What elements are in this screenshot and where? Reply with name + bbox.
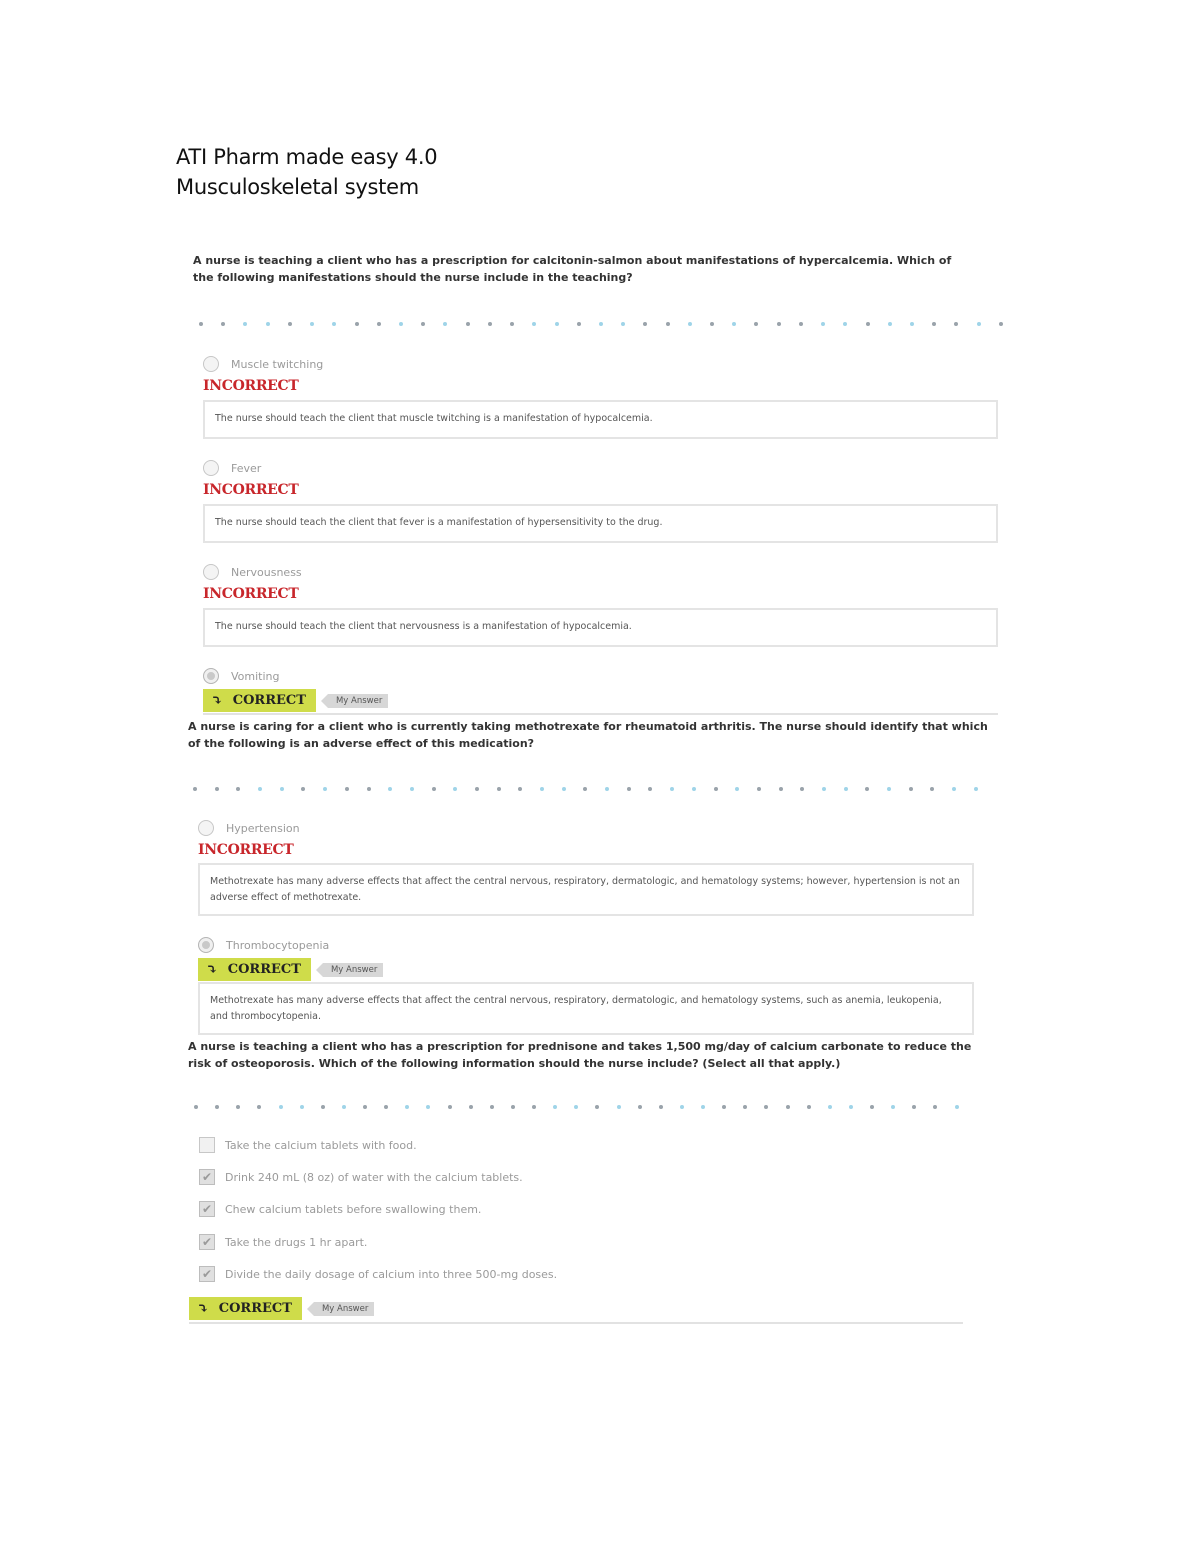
progress-dot	[221, 322, 225, 326]
option-label: Hypertension	[226, 821, 300, 835]
my-answer-tag: My Answer	[323, 963, 383, 977]
progress-dot	[732, 322, 736, 326]
progress-dot	[754, 322, 758, 326]
progress-dot	[710, 322, 714, 326]
q2-option-2[interactable]	[198, 937, 329, 953]
progress-dot	[532, 322, 536, 326]
my-answer-tag: My Answer	[314, 1302, 374, 1316]
progress-dot	[605, 787, 609, 791]
q3-option-1[interactable]	[199, 1137, 417, 1153]
progress-dot	[888, 322, 892, 326]
progress-dot	[583, 787, 587, 791]
q1-option-1[interactable]	[203, 356, 323, 372]
progress-dot	[288, 322, 292, 326]
progress-dot	[933, 1105, 937, 1109]
progress-dot	[638, 1105, 642, 1109]
progress-dot	[540, 787, 544, 791]
q3-option-4[interactable]	[199, 1234, 367, 1250]
progress-dot	[627, 787, 631, 791]
radio-icon[interactable]	[203, 668, 219, 684]
progress-dot	[510, 322, 514, 326]
rationale-box: The nurse should teach the client that muscle twitching is a manifestation of hypocalcemia.	[203, 400, 998, 439]
progress-dot	[714, 787, 718, 791]
option-label: Thrombocytopenia	[226, 938, 330, 952]
progress-dot	[932, 322, 936, 326]
checkbox-check-icon[interactable]: ✔	[199, 1201, 215, 1217]
curved-arrow-icon: ⤵	[211, 692, 223, 709]
progress-dot	[670, 787, 674, 791]
question-1-text: A nurse is teaching a client who has a prescription for calcitonin-salmon about manifestations of hypercalcemia. Which of the following manifestations should the nurse include in the teaching?	[193, 254, 952, 284]
checkbox-check-icon[interactable]: ✔	[199, 1234, 215, 1250]
checkbox-check-icon[interactable]: ✔	[199, 1169, 215, 1185]
progress-dot	[377, 322, 381, 326]
question-3-text: A nurse is teaching a client who has a prescription for prednisone and takes 1,500 mg/day of calcium carbonate to reduce the risk of osteoporosis. Which of the following information should the nurse include? (Select all that apply.)	[188, 1040, 972, 1070]
progress-dot	[577, 322, 581, 326]
progress-dot	[562, 787, 566, 791]
progress-dot	[475, 787, 479, 791]
option-label: Fever	[231, 461, 262, 475]
progress-dot	[722, 1105, 726, 1109]
progress-dot	[843, 322, 847, 326]
progress-dot	[355, 322, 359, 326]
correct-label: CORRECT	[232, 693, 306, 708]
progress-dot	[236, 1105, 240, 1109]
progress-dot	[692, 787, 696, 791]
rationale-box: Methotrexate has many adverse effects that affect the central nervous, respiratory, dermatologic, and hematology systems, such as anemia, leukopenia, and thrombocytopenia.	[198, 982, 974, 1035]
progress-dot	[345, 787, 349, 791]
incorrect-label: INCORRECT	[198, 842, 294, 858]
q1-option-2[interactable]	[203, 460, 261, 476]
progress-dot	[426, 1105, 430, 1109]
progress-dot	[432, 787, 436, 791]
progress-dot	[215, 1105, 219, 1109]
q1-option-4[interactable]	[203, 668, 280, 684]
progress-dot	[910, 322, 914, 326]
progress-dot	[555, 322, 559, 326]
option-label: Take the calcium tablets with food.	[225, 1138, 417, 1152]
radio-icon[interactable]	[203, 460, 219, 476]
progress-dot	[777, 322, 781, 326]
checkbox-check-icon[interactable]: ✔	[199, 1266, 215, 1282]
progress-dot	[518, 787, 522, 791]
option-label: Chew calcium tablets before swallowing them.	[225, 1202, 482, 1216]
q3-option-3[interactable]	[199, 1201, 481, 1217]
progress-dot	[621, 322, 625, 326]
progress-dot	[443, 322, 447, 326]
progress-dot	[954, 322, 958, 326]
progress-dot	[199, 322, 203, 326]
progress-dots-1	[199, 320, 1003, 328]
curved-arrow-icon: ⤵	[206, 961, 218, 978]
progress-dot	[743, 1105, 747, 1109]
progress-dot	[279, 1105, 283, 1109]
option-label: Take the drugs 1 hr apart.	[225, 1235, 368, 1249]
progress-dot	[891, 1105, 895, 1109]
progress-dot	[490, 1105, 494, 1109]
progress-dot	[680, 1105, 684, 1109]
progress-dot	[266, 322, 270, 326]
progress-dots-2	[193, 785, 978, 793]
q1-correct-row	[203, 689, 388, 712]
q2-option-1[interactable]	[198, 820, 300, 836]
progress-dot	[363, 1105, 367, 1109]
progress-dot	[617, 1105, 621, 1109]
q2-correct-row	[198, 958, 383, 981]
progress-dot	[828, 1105, 832, 1109]
progress-dot	[215, 787, 219, 791]
correct-label: CORRECT	[218, 1301, 292, 1316]
title-line-2: Musculoskeletal system	[176, 175, 419, 199]
rationale-box: The nurse should teach the client that fever is a manifestation of hypersensitivity to the drug.	[203, 504, 998, 543]
progress-dot	[574, 1105, 578, 1109]
progress-dot	[399, 322, 403, 326]
progress-dot	[453, 787, 457, 791]
progress-dot	[511, 1105, 515, 1109]
progress-dot	[300, 1105, 304, 1109]
progress-dot	[912, 1105, 916, 1109]
progress-dot	[764, 1105, 768, 1109]
progress-dot	[497, 787, 501, 791]
correct-label: CORRECT	[227, 962, 301, 977]
incorrect-label: INCORRECT	[203, 482, 299, 498]
progress-dot	[822, 787, 826, 791]
radio-icon[interactable]	[203, 564, 219, 580]
my-answer-tag: My Answer	[328, 694, 388, 708]
progress-dot	[469, 1105, 473, 1109]
radio-icon[interactable]	[203, 356, 219, 372]
progress-dot	[388, 787, 392, 791]
checkbox-icon[interactable]	[199, 1137, 215, 1153]
option-label: Nervousness	[231, 565, 302, 579]
incorrect-label: INCORRECT	[203, 378, 299, 394]
progress-dot	[866, 322, 870, 326]
document-title	[176, 142, 437, 202]
progress-dot	[448, 1105, 452, 1109]
q3-option-5[interactable]	[199, 1266, 557, 1282]
progress-dot	[807, 1105, 811, 1109]
progress-dot	[999, 322, 1003, 326]
option-label: Vomiting	[231, 669, 280, 683]
progress-dot	[735, 787, 739, 791]
progress-dot	[799, 322, 803, 326]
progress-dot	[553, 1105, 557, 1109]
progress-dot	[595, 1105, 599, 1109]
progress-dot	[410, 787, 414, 791]
progress-dot	[258, 787, 262, 791]
progress-dot	[870, 1105, 874, 1109]
rationale-box: The nurse should teach the client that nervousness is a manifestation of hypocalcemia.	[203, 608, 998, 647]
correct-badge	[198, 958, 311, 981]
title-line-1: ATI Pharm made easy 4.0	[176, 145, 438, 169]
progress-dot	[301, 787, 305, 791]
incorrect-label: INCORRECT	[203, 586, 299, 602]
rationale-box: Methotrexate has many adverse effects that affect the central nervous, respiratory, dermatologic, and hematology systems; however, hypertension is not an adverse effect of methotrexate.	[198, 863, 974, 916]
progress-dot	[865, 787, 869, 791]
q3-option-2[interactable]	[199, 1169, 523, 1185]
radio-icon[interactable]	[198, 820, 214, 836]
option-label: Muscle twitching	[231, 357, 324, 371]
progress-dot	[952, 787, 956, 791]
progress-dot	[757, 787, 761, 791]
progress-dots-3	[194, 1103, 959, 1111]
progress-dot	[421, 322, 425, 326]
progress-dot	[280, 787, 284, 791]
progress-dot	[909, 787, 913, 791]
progress-dot	[243, 322, 247, 326]
progress-dot	[849, 1105, 853, 1109]
progress-dot	[701, 1105, 705, 1109]
progress-dot	[659, 1105, 663, 1109]
progress-dot	[236, 787, 240, 791]
progress-dot	[321, 1105, 325, 1109]
option-label: Divide the daily dosage of calcium into three 500-mg doses.	[225, 1267, 558, 1281]
progress-dot	[786, 1105, 790, 1109]
q3-correct-row	[189, 1297, 374, 1320]
progress-dot	[779, 787, 783, 791]
progress-dot	[887, 787, 891, 791]
progress-dot	[257, 1105, 261, 1109]
progress-dot	[977, 322, 981, 326]
progress-dot	[648, 787, 652, 791]
progress-dot	[405, 1105, 409, 1109]
progress-dot	[193, 787, 197, 791]
progress-dot	[194, 1105, 198, 1109]
progress-dot	[821, 322, 825, 326]
progress-dot	[643, 322, 647, 326]
correct-badge	[203, 689, 316, 712]
q1-option-3[interactable]	[203, 564, 302, 580]
progress-dot	[688, 322, 692, 326]
progress-dot	[310, 322, 314, 326]
progress-dot	[323, 787, 327, 791]
progress-dot	[844, 787, 848, 791]
progress-dot	[955, 1105, 959, 1109]
progress-dot	[342, 1105, 346, 1109]
progress-dot	[930, 787, 934, 791]
progress-dot	[332, 322, 336, 326]
progress-dot	[384, 1105, 388, 1109]
curved-arrow-icon: ⤵	[197, 1300, 209, 1317]
progress-dot	[974, 787, 978, 791]
correct-badge	[189, 1297, 302, 1320]
progress-dot	[367, 787, 371, 791]
divider	[203, 713, 998, 715]
option-label: Drink 240 mL (8 oz) of water with the calcium tablets.	[225, 1170, 523, 1184]
divider	[189, 1322, 963, 1324]
question-2-text: A nurse is caring for a client who is currently taking methotrexate for rheumatoid arthritis. The nurse should identify that which of the following is an adverse effect of this medication?	[188, 720, 988, 750]
progress-dot	[488, 322, 492, 326]
progress-dot	[800, 787, 804, 791]
radio-icon[interactable]	[198, 937, 214, 953]
progress-dot	[466, 322, 470, 326]
progress-dot	[666, 322, 670, 326]
progress-dot	[599, 322, 603, 326]
progress-dot	[532, 1105, 536, 1109]
